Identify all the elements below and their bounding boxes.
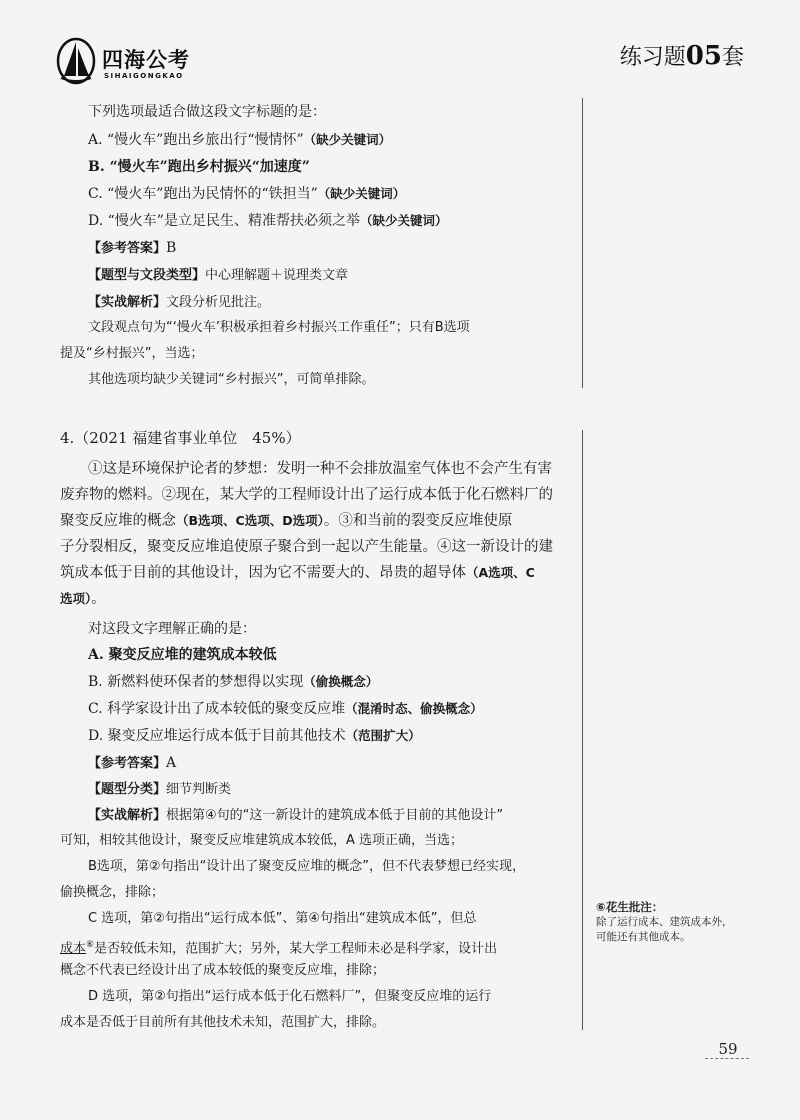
- sailboat-logo-icon: [56, 36, 96, 86]
- q4-passage-line-6: 选项）。: [60, 591, 106, 607]
- q3-option-c: C. “慢火车”跑出为民情怀的“铁担当”（缺少关键词）: [88, 186, 406, 202]
- q3-explanation-1b: 提及“乡村振兴”，当选；: [60, 346, 204, 361]
- q4-passage-line-3: 聚变反应堆的概念（B选项、C选项、D选项）。③和当前的裂变反应堆使原: [60, 513, 513, 529]
- q3-answer: 【参考答案】B: [88, 240, 177, 256]
- set-suffix: 套: [721, 45, 744, 70]
- set-number: 05: [685, 41, 722, 71]
- logo-subtitle: SIHAIGONGKAO: [104, 72, 184, 80]
- q4-analysis-a1: 【实战解析】根据第④句的“这一新设计的建筑成本低于目前的其他设计”: [88, 808, 504, 823]
- q4-heading: 4.（2021 福建省事业单位 45%）: [60, 429, 301, 447]
- set-prefix: 练习题: [619, 45, 686, 70]
- q4-analysis-a2: 可知，相较其他设计，聚变反应堆建筑成本较低，A 选项正确，当选；: [60, 833, 464, 848]
- page-number: 59: [718, 1040, 738, 1058]
- q4-analysis-c2: 成本⑥是否较低未知，范围扩大；另外，某大学工程师未必是科学家，设计出: [60, 940, 498, 957]
- page-number-underline: [705, 1058, 749, 1059]
- q4-analysis-d2: 成本是否低于目前所有其他技术未知，范围扩大，排除。: [60, 1015, 386, 1030]
- q3-option-d: D. “慢火车”是立足民生、精准帮扶必须之举（缺少关键词）: [88, 213, 448, 229]
- q4-passage-line-4: 子分裂相反，聚变反应堆追使原子聚合到一起以产生能量。④这一新设计的建: [60, 539, 553, 555]
- side-annotation-title: ⑥花生批注：: [596, 900, 664, 914]
- side-annotation-line-2: 可能还有其他成本。: [596, 931, 691, 943]
- q3-stem: 下列选项最适合做这段文字标题的是：: [88, 104, 326, 120]
- q3-option-b: B. “慢火车”跑出乡村振兴“加速度”: [88, 159, 310, 175]
- q3-type: 【题型与文段类型】中心理解题＋说理类文章: [88, 268, 349, 283]
- q4-answer: 【参考答案】A: [88, 755, 177, 771]
- gutter-divider: [582, 98, 583, 388]
- q4-passage-line-1: ①这是环境保护论者的梦想：发明一种不会排放温室气体也不会产生有害: [88, 461, 552, 477]
- exercise-set-label: [620, 40, 744, 71]
- q3-explanation-1a: 文段观点句为“‘慢火车’积极承担着乡村振兴工作重任”；只有B选项: [88, 320, 470, 335]
- q4-analysis-b1: B选项，第②句指出“设计出了聚变反应堆的概念”，但不代表梦想已经实现，: [88, 859, 526, 874]
- side-annotation: [596, 900, 766, 945]
- q4-stem: 对这段文字理解正确的是：: [88, 621, 256, 637]
- q4-option-c: C. 科学家设计出了成本较低的聚变反应堆（混淆时态、偷换概念）: [88, 701, 483, 717]
- q4-option-d: D. 聚变反应堆运行成本低于目前其他技术（范围扩大）: [88, 728, 421, 744]
- q3-option-a: A. “慢火车”跑出乡旅出行“慢情怀”（缺少关键词）: [88, 132, 392, 148]
- q4-passage-line-2: 废弃物的燃料。②现在，某大学的工程师设计出了运行成本低于化石燃料厂的: [60, 487, 553, 503]
- q4-analysis-d1: D 选项，第②句指出“运行成本低于化石燃料厂”，但聚变反应堆的运行: [88, 989, 492, 1004]
- side-annotation-line-1: 除了运行成本、建筑成本外，: [596, 916, 733, 928]
- q3-explanation-2: 其他选项均缺少关键词“乡村振兴”，可简单排除。: [88, 372, 375, 387]
- q4-analysis-c1: C 选项，第②句指出“运行成本低”、第④句指出“建筑成本低”，但总: [88, 911, 477, 926]
- q4-option-b: B. 新燃料使环保者的梦想得以实现（偷换概念）: [88, 674, 379, 690]
- gutter-divider: [582, 430, 583, 1030]
- q4-analysis-c3: 概念不代表已经设计出了成本较低的聚变反应堆，排除；: [60, 963, 386, 978]
- logo-name: 四海公考: [102, 48, 190, 72]
- q4-type: 【题型分类】细节判断类: [88, 782, 232, 797]
- q4-option-a: A. 聚变反应堆的建筑成本较低: [88, 647, 277, 663]
- q3-analysis: 【实战解析】文段分析见批注。: [88, 295, 271, 310]
- logo: [56, 36, 226, 92]
- q4-passage-line-5: 筑成本低于目前的其他设计，因为它不需要大的、昂贵的超导体（A选项、C: [60, 565, 535, 581]
- q4-analysis-b2: 偷换概念，排除；: [60, 885, 165, 900]
